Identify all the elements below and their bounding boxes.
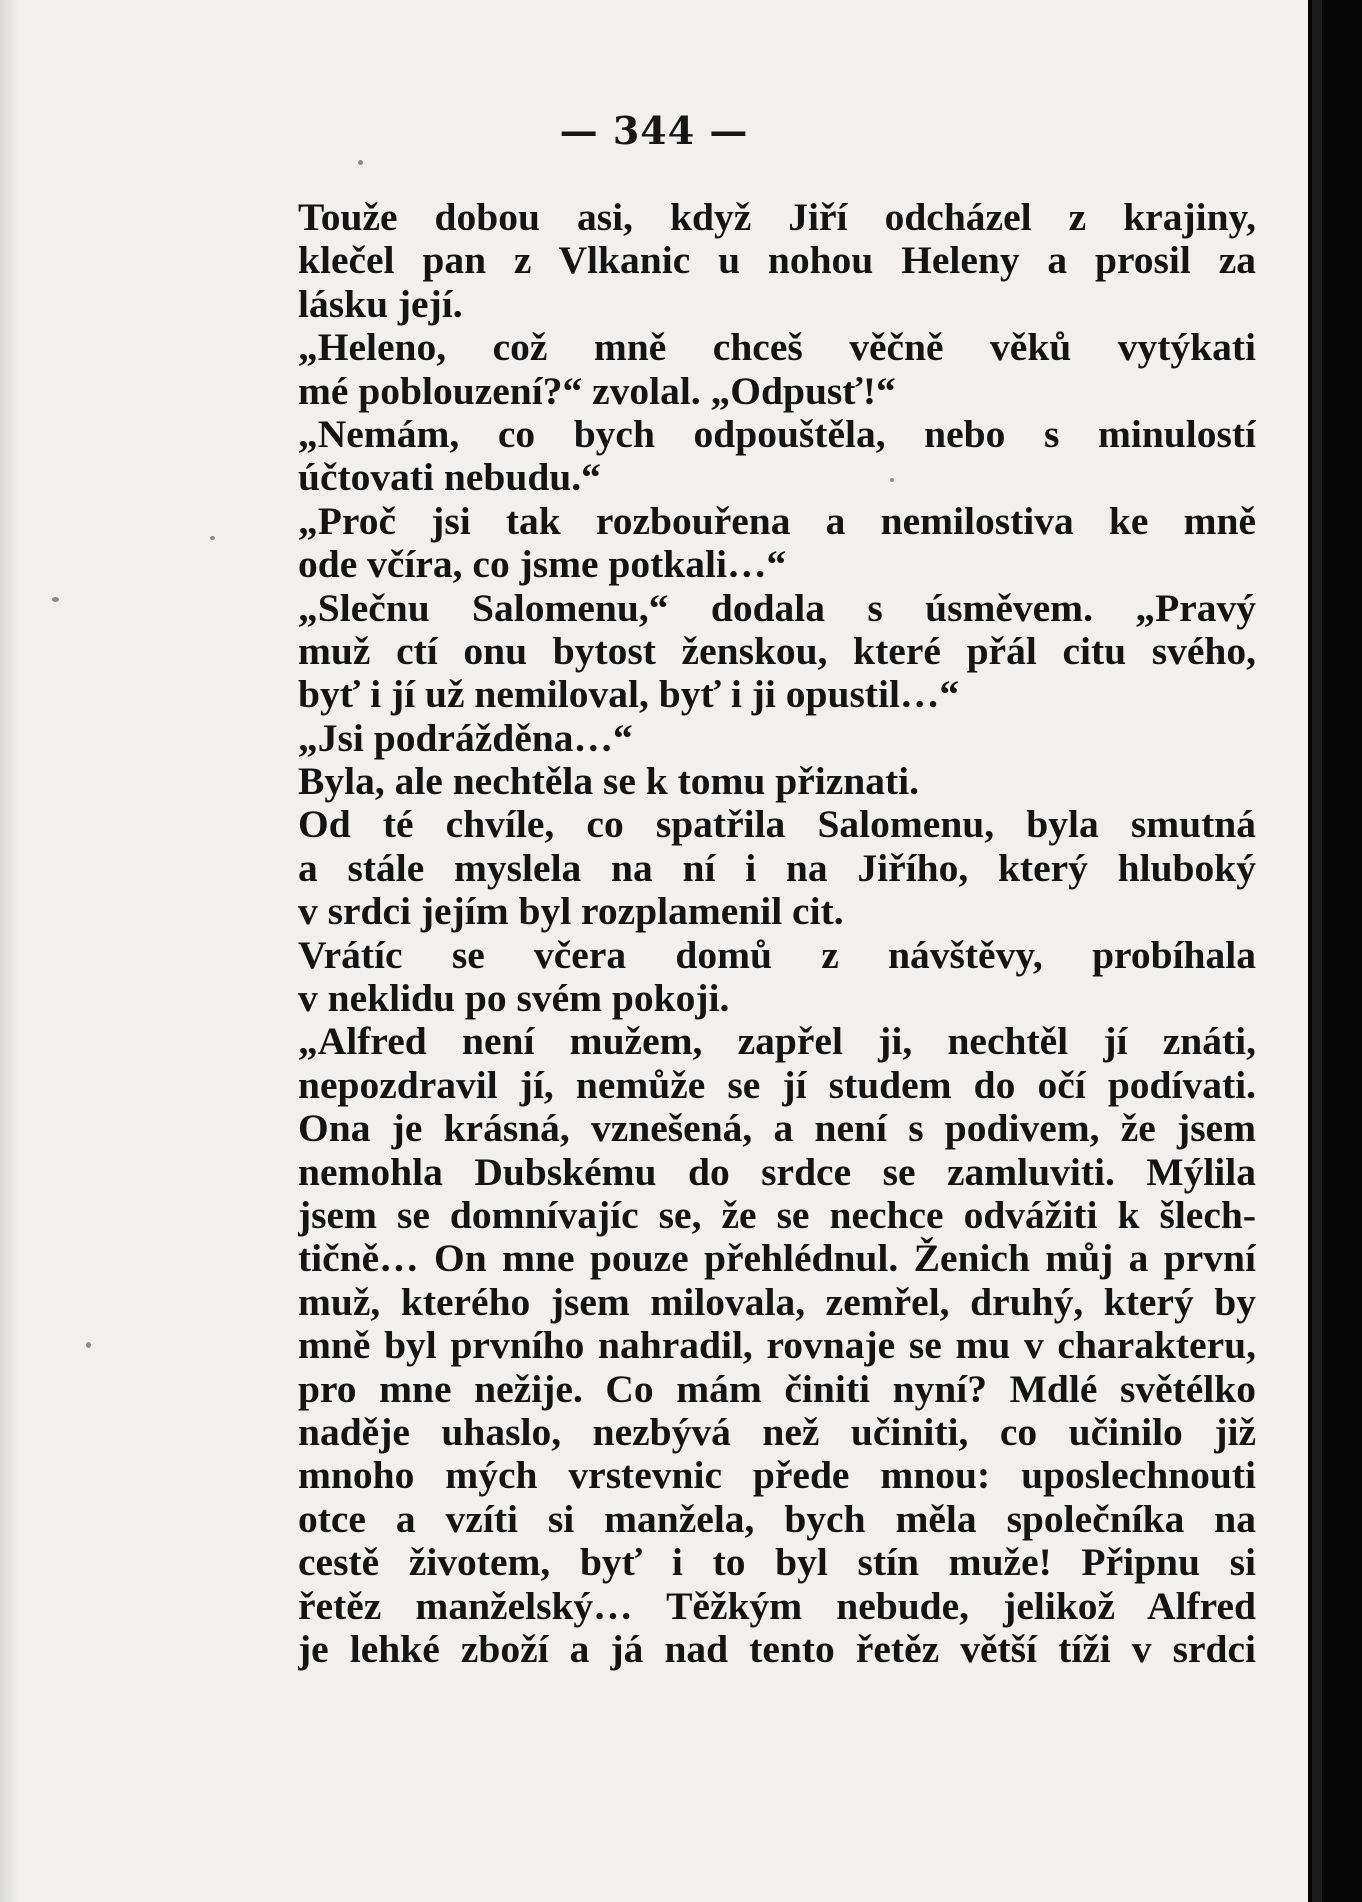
text-line: „Proč jsi tak rozbouřena a nemilostiva ke mně — [298, 499, 1256, 543]
text-line: Touže dobou asi, když Jiří odcházel z krajiny, — [298, 196, 1256, 239]
body-text — [298, 196, 1256, 1671]
text-line: lásku její. — [298, 282, 463, 326]
text-line: nepozdravil jí, nemůže se jí studem do očí podívati. — [298, 1063, 1256, 1107]
text-line: řetěz manželský… Těžkým nebude, jelikož Alfred — [298, 1584, 1256, 1628]
text-line: mé poblouzení?“ zvolal. „Odpusť!“ — [298, 369, 896, 413]
text-line: klečel pan z Vlkanic u nohou Heleny a prosil za — [298, 239, 1256, 283]
text-line: „Alfred není mužem, zapřel ji, nechtěl jí znáti, — [298, 1020, 1256, 1064]
text-line: Byla, ale nechtěla se k tomu přiznati. — [298, 760, 919, 804]
text-line: Od té chvíle, co spatřila Salomenu, byla smutná — [298, 803, 1256, 847]
text-line: byť i jí už nemiloval, byť i ji opustil…“ — [298, 673, 960, 717]
text-line: Ona je krásná, vznešená, a není s podivem, že jsem — [298, 1107, 1256, 1151]
text-line: Vrátíc se včera domů z návštěvy, probíhala — [298, 933, 1256, 977]
text-line: „Jsi podrážděna…“ — [298, 716, 633, 760]
text-line: a stále myslela na ní i na Jiřího, který hluboký — [298, 846, 1256, 890]
text-line: naděje uhaslo, nezbývá než učiniti, co učinilo již — [298, 1410, 1256, 1454]
text-line: je lehké zboží a já nad tento řetěz větší tíži v srdci — [298, 1627, 1256, 1671]
paper-speck — [86, 1342, 91, 1348]
text-line: „Slečnu Salomenu,“ dodala s úsměvem. „Pravý — [298, 586, 1256, 630]
text-line: nemohla Dubskému do srdce se zamluviti. Mýlila — [298, 1150, 1256, 1194]
paper-speck — [358, 160, 363, 165]
text-line: „Heleno, což mně chceš věčně věků vytýkati — [298, 326, 1256, 370]
text-line: ode včíra, co jsme potkali…“ — [298, 543, 787, 587]
text-line: účtovati nebudu.“ — [298, 456, 601, 500]
text-line: pro mne nežije. Co mám činiti nyní? Mdlé světélko — [298, 1367, 1256, 1411]
text-line: cestě životem, byť i to byl stín muže! Připnu si — [298, 1541, 1256, 1585]
text-line: v neklidu po svém pokoji. — [298, 977, 730, 1021]
text-line: v srdci jejím byl rozplamenil cit. — [298, 890, 844, 934]
page-edge-shadow — [0, 0, 18, 1902]
paper-speck — [210, 536, 215, 540]
text-line: mnoho mých vrstevnic přede mnou: uposlechnouti — [298, 1454, 1256, 1498]
text-line: mně byl prvního nahradil, rovnaje se mu v charakteru, — [298, 1324, 1256, 1368]
text-line: muž, kterého jsem milovala, zemřel, druhý, který by — [298, 1280, 1256, 1324]
text-line: tičně… On mne pouze přehlédnul. Ženich můj a první — [298, 1237, 1256, 1281]
paper-speck — [52, 597, 59, 602]
text-line: jsem se domnívajíc se, že se nechce odvážiti k šlech- — [298, 1193, 1256, 1237]
page-fold-edge — [1312, 0, 1322, 1902]
text-line: muž ctí onu bytost ženskou, které přál citu svého, — [298, 629, 1256, 673]
scan-background-strip — [1308, 0, 1362, 1902]
page-number: — 344 — — [559, 108, 749, 153]
text-line: „Nemám, co bych odpouštěla, nebo s minulostí — [298, 412, 1256, 456]
text-line: otce a vzíti si manžela, bych měla společníka na — [298, 1497, 1256, 1541]
